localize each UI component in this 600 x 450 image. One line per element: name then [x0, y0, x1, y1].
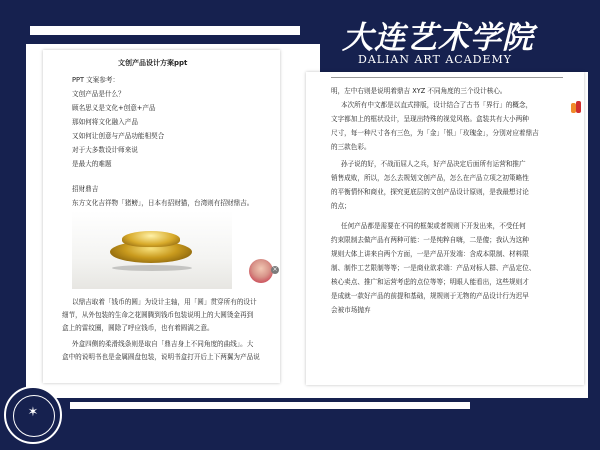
- intro-line: 那如何将文化融入产品: [72, 118, 138, 126]
- academy-name-en: DALIAN ART ACADEMY: [358, 53, 513, 66]
- academy-name-cn: 大连艺术学院: [342, 20, 534, 56]
- top-accent-stripe: [30, 26, 300, 35]
- intro-line: 是最大的难题: [72, 160, 112, 168]
- intro-line: 又如何让创意与产品功能相契合: [72, 132, 165, 140]
- page-divider: [331, 77, 563, 78]
- close-icon[interactable]: ×: [272, 266, 278, 273]
- top-banner-left: [0, 0, 320, 44]
- paragraph-line: 是成就一款好产品的前提和基础，规规则于无物的产品设计行为迟早: [331, 292, 529, 300]
- paragraph-line: 的点；: [331, 202, 351, 210]
- paragraph-line: 任何产品都是需要在不同的框架或者规则下开发出来，不受任何: [341, 222, 526, 230]
- paragraph-line: 约束限制去做产品有两种可能：一是纯粹自嗨，二是傻；我认为这种: [331, 236, 529, 244]
- paragraph-line: 明，左中右则是说明着鼎吉 XYZ 不同角度的三个设计核心。: [331, 87, 507, 95]
- paragraph-line: 核心卖点、推广和运营考虑的点位等等；明眼人能看出，这些规则才: [331, 278, 529, 286]
- paragraph-line: 孙子说的好，不战而屈人之兵，好产品决定后面所有运营和推广: [341, 160, 526, 168]
- intro-line: 顾名思义是文化+创意+产品: [72, 104, 156, 112]
- intro-line: 对于大多数设计师来说: [72, 146, 138, 154]
- product-photo: [72, 211, 232, 289]
- body-line: 外盒四侧的柔滑线条则是取自「鼎吉身上不同角度的曲线」。大: [72, 340, 254, 348]
- body-line: 细节，从外包装的生命之花圆腾到钱币包装说明上的大圆烫金再到: [62, 311, 254, 319]
- intro-line: PPT 文案参考：: [72, 76, 120, 84]
- intro-line: 文创产品是什么？: [72, 90, 125, 98]
- paragraph-line: 的三款色彩。: [331, 143, 371, 151]
- paragraph-line: 的平衡情怀和商业，探究更底层的文创产品设计原则，是我最想讨论: [331, 188, 529, 196]
- document-title: 文创产品设计方案ppt: [118, 59, 188, 67]
- body-line: 盒上的雷纹圈，圆除了呼应钱币，也有着圆满之意。: [62, 324, 214, 332]
- left-border: [0, 44, 26, 398]
- section-text: 东方文化吉祥物「猪鳑」，日本有招财猫，台湾则有招财鼎吉。: [72, 199, 254, 207]
- paragraph-line: 会被市场抛弃: [331, 306, 371, 314]
- paragraph-line: 本次所有中文都是以直式排版，设计结合了古书「界行」的概念，: [341, 101, 533, 109]
- paragraph-line: 文字都加上的框状设计，呈现出特殊的视觉风格。盒装共有大小两种: [331, 115, 529, 123]
- paragraph-line: 规则大体上讲来自两个方面，一是产品开发端：含成本限制、材料限: [331, 250, 529, 258]
- paragraph-line: 尺寸，每一种尺寸各有三色，为「金」「银」「玫瑰金」，分别对应着鼎吉: [331, 129, 539, 137]
- body-line: 以鼎吉取着「钱币的圆」为设计主轴，用「圆」贯穿所有的设计: [72, 298, 257, 306]
- academy-seal-logo: ✶: [4, 386, 62, 444]
- avatar[interactable]: [249, 259, 273, 283]
- section-title: 招财鼎吉: [72, 185, 99, 193]
- paragraph-line: 制、制作工艺限制等等；一是商业欲求端：产品对标人群、产品定位、: [331, 264, 536, 272]
- bookmark-icon: [571, 99, 581, 115]
- paragraph-line: 销售成败，所以，怎么去规划文创产品，怎么在产品立项之初策略性: [331, 174, 529, 182]
- right-border: [588, 72, 600, 398]
- body-line: 盒中的说明书也是金属圆盘包装，说明书盒打开后上下两翼为产品说: [62, 353, 260, 361]
- bottom-accent-stripe: [70, 402, 470, 409]
